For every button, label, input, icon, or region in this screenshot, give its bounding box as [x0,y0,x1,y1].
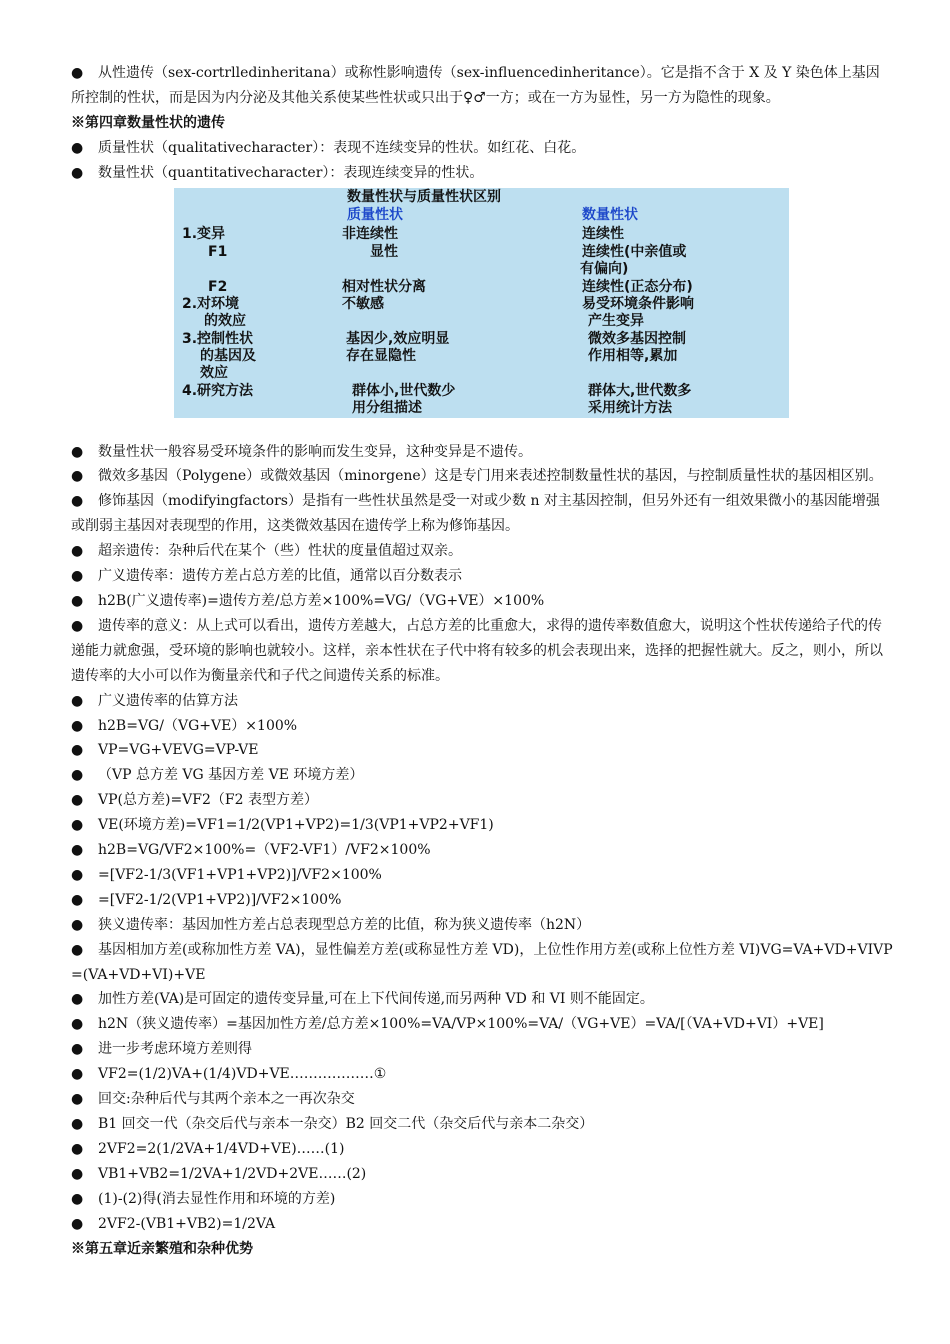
bullet-paragraph [71,788,893,813]
bullet-icon: ● [71,164,84,181]
bullet-paragraph [71,1012,893,1037]
row1-f1-quantity-line1: 连续性(中亲值或 [582,243,687,260]
row1-f2-quantity: 连续性(正态分布) [582,278,693,295]
bullet-icon: ● [71,866,84,883]
row3-label-line3: 效应 [200,364,228,381]
paragraph-text: 进一步考虑环境方差则得 [98,1041,252,1058]
bullet-paragraph [71,1062,893,1087]
bullet-paragraph [71,763,893,788]
row1-f1-label: F1 [208,243,228,260]
bullet-paragraph [71,1087,893,1112]
row1-quality: 非连续性 [342,225,398,242]
bullet-icon: ● [71,468,84,485]
bullet-icon: ● [71,767,84,784]
bullet-icon: ● [71,1116,84,1132]
bullet-icon: ● [71,1215,84,1232]
chapter-heading [71,111,893,136]
bullet-paragraph [71,838,893,863]
bullet-paragraph [71,489,893,539]
top-paragraphs [71,61,893,186]
bullet-paragraph [71,614,893,689]
row4-quantity-line2: 采用统计方法 [588,399,672,416]
bullet-icon: ● [71,1165,84,1182]
paragraph-text: 广义遗传率：遗传方差占总方差的比值，通常以百分数表示 [98,568,462,585]
paragraph-text: VP=VG+VEVG=VP-VE [98,742,259,759]
bullet-paragraph [71,863,893,888]
paragraph-text: 质量性状（qualitativecharacter）：表现不连续变异的性状。如红花、白花。 [98,139,586,156]
row3-label-line1: 3.控制性状 [182,330,254,347]
header-quantity: 数量性状 [582,206,638,223]
bullet-icon: ● [71,493,84,510]
bullet-icon: ● [71,991,84,1008]
row3-quality-line2: 存在显隐性 [346,347,416,364]
bullet-icon: ● [71,443,84,460]
bullet-paragraph [71,440,893,465]
paragraph-text: 2VF2=2(1/2VA+1/4VD+VE)……(1) [98,1140,345,1157]
bullet-paragraph [71,136,893,161]
paragraph-text: 回交:杂种后代与其两个亲本之一再次杂交 [98,1091,355,1108]
row2-label-line1: 2.对环境 [182,295,240,312]
row3-quantity-line1: 微效多基因控制 [588,330,686,347]
paragraph-text: =[VF2-1/2(VP1+VP2)]/VF2×100% [98,891,342,908]
bullet-paragraph [71,1212,893,1237]
bullet-icon: ● [71,592,84,609]
bullet-icon: ● [71,568,84,585]
bullet-icon: ● [71,842,84,859]
row1-label: 1.变异 [182,225,226,242]
paragraph-text: 数量性状（quantitativecharacter）：表现连续变异的性状。 [98,164,484,181]
bullet-icon: ● [71,1190,84,1207]
row1-f2-label: F2 [208,278,228,295]
bullet-icon: ● [71,543,84,560]
bullet-icon: ● [71,742,84,759]
bullet-icon: ● [71,65,84,81]
row1-f1-quality: 显性 [370,243,398,260]
paragraph-text: 超亲遗传：杂种后代在某个（些）性状的度量值超过双亲。 [98,543,462,560]
bullet-icon: ● [71,1091,84,1108]
row1-f1-quantity-line2: 有偏向) [580,260,629,277]
paragraph-text: h2B(广义遗传率)=遗传方差/总方差×100%=VG/（VG+VE）×100% [98,592,545,609]
paragraph-text: 从性遗传（sex-cortrlledinheritana）或称性影响遗传（sex-influencedinheritance）。它是指不含于 X 及 Y 染色体上基因所控制的性状，而是因为内分泌及其他关系使某些性状或只出于♀♂一方；或在一方为显性，另一方为隐性的现象。 [71,65,880,106]
paragraph-text: 遗传率的意义：从上式可以看出，遗传方差越大，占总方差的比重愈大，求得的遗传率数值愈大，说明这个性状传递给子代的传递能力就愈强，受环境的影响也就较小。这样，亲本性状在子代中将有较多的机会表现出来，选择的把握性就大。反之，则小，所以遗传率的大小可以作为衡量亲代和子代之间遗传关系的标准。 [71,617,883,684]
bullet-icon: ● [71,792,84,809]
bullet-icon: ● [71,1041,84,1058]
paragraph-text: ※第五章近亲繁殖和杂种优势 [71,1240,253,1257]
bullet-paragraph [71,464,893,489]
paragraph-text: VB1+VB2=1/2VA+1/2VD+2VE……(2) [98,1165,367,1182]
bullet-paragraph [71,539,893,564]
row2-label-line2: 的效应 [204,312,246,329]
bullet-paragraph [71,888,893,913]
paragraph-text: h2B=VG/（VG+VE）×100% [98,717,298,734]
row1-f2-quality: 相对性状分离 [342,278,426,295]
paragraph-text: =[VF2-1/3(VF1+VP1+VP2)]/VF2×100% [98,866,382,883]
row4-quality-line1: 群体小,世代数少 [352,382,456,399]
bullet-icon: ● [71,692,84,709]
row3-label-line2: 的基因及 [200,347,256,364]
comparison-table-figure [174,188,789,418]
row4-label: 4.研究方法 [182,382,254,399]
bullet-paragraph [71,913,893,938]
row2-quantity-line2: 产生变异 [588,312,644,329]
paragraph-text: 微效多基因（Polygene）或微效基因（minorgene）这是专门用来表述控制数量性状的基因，与控制质量性状的基因相区别。 [98,468,883,485]
paragraph-text: 狭义遗传率：基因加性方差占总表现型总方差的比值，称为狭义遗传率（h2N） [98,916,591,933]
bullet-paragraph [71,1137,893,1162]
paragraph-text: h2N（狭义遗传率）=基因加性方差/总方差×100%=VA/VP×100%=VA/（VG+VE）=VA/[（VA+VD+VI）+VE] [98,1016,824,1033]
bullet-paragraph [71,813,893,838]
paragraph-text: （VP 总方差 VG 基因方差 VE 环境方差） [98,767,364,784]
row1-quantity: 连续性 [582,225,624,242]
bullet-paragraph [71,1187,893,1212]
bullet-paragraph [71,161,893,186]
bullet-icon: ● [71,617,84,634]
bullet-paragraph [71,938,893,988]
chapter-heading [71,1237,893,1262]
row3-quality-line1: 基因少,效应明显 [346,330,450,347]
bullet-icon: ● [71,916,84,933]
bullet-icon: ● [71,891,84,908]
paragraph-text: 数量性状一般容易受环境条件的影响而发生变异，这种变异是不遗传。 [98,443,532,460]
bullet-paragraph [71,714,893,739]
bullet-paragraph [71,1112,893,1137]
bullet-paragraph [71,689,893,714]
bullet-paragraph [71,564,893,589]
bullet-paragraph [71,987,893,1012]
paragraph-text: h2B=VG/VF2×100%=（VF2-VF1）/VF2×100% [98,842,431,859]
bullet-paragraph [71,589,893,614]
paragraph-text: 2VF2-(VB1+VB2)=1/2VA [98,1215,276,1232]
bullet-icon: ● [71,1066,84,1083]
paragraph-text: B1 回交一代（杂交后代与亲本一杂交）B2 回交二代（杂交后代与亲本二杂交） [98,1116,594,1132]
paragraph-text: 修饰基因（modifyingfactors）是指有一些性状虽然是受一对或少数 n 对主基因控制，但另外还有一组效果微小的基因能增强或削弱主基因对表现型的作用，这类微效基因在遗传学上称为修饰基因。 [71,493,880,535]
paragraph-text: VE(环境方差)=VF1=1/2(VP1+VP2)=1/3(VP1+VP2+VF1) [98,817,494,834]
bullet-paragraph [71,61,893,111]
main-paragraphs [71,440,893,1262]
paragraph-text: 广义遗传率的估算方法 [98,692,238,709]
table-title: 数量性状与质量性状区别 [347,188,501,205]
bullet-icon: ● [71,817,84,834]
row2-quantity-line1: 易受环境条件影响 [582,295,694,312]
bullet-paragraph [71,738,893,763]
paragraph-text: 加性方差(VA)是可固定的遗传变异量,可在上下代间传递,而另两种 VD 和 VI 则不能固定。 [98,991,654,1008]
bullet-icon: ● [71,941,84,958]
paragraph-text: VF2=(1/2)VA+(1/4)VD+VE………………① [98,1066,387,1083]
paragraph-text: VP(总方差)=VF2（F2 表型方差） [98,792,318,809]
paragraph-text: 基因相加方差(或称加性方差 VA)，显性偏差方差(或称显性方差 VD)，上位性作用方差(或称上位性方差 VI)VG=VA+VD+VIVP=(VA+VD+VI)+VE [71,941,893,983]
bullet-paragraph [71,1037,893,1062]
paragraph-text: ※第四章数量性状的遗传 [71,114,225,131]
bullet-icon: ● [71,139,84,156]
bullet-icon: ● [71,1140,84,1157]
header-quality: 质量性状 [347,206,403,223]
paragraph-text: (1)-(2)得(消去显性作用和环境的方差) [98,1190,336,1207]
row2-quality: 不敏感 [342,295,384,312]
document-content [71,61,893,1261]
bullet-icon: ● [71,1016,84,1033]
bullet-icon: ● [71,717,84,734]
row4-quality-line2: 用分组描述 [352,399,422,416]
bullet-paragraph [71,1162,893,1187]
row3-quantity-line2: 作用相等,累加 [588,347,678,364]
row4-quantity-line1: 群体大,世代数多 [588,382,692,399]
